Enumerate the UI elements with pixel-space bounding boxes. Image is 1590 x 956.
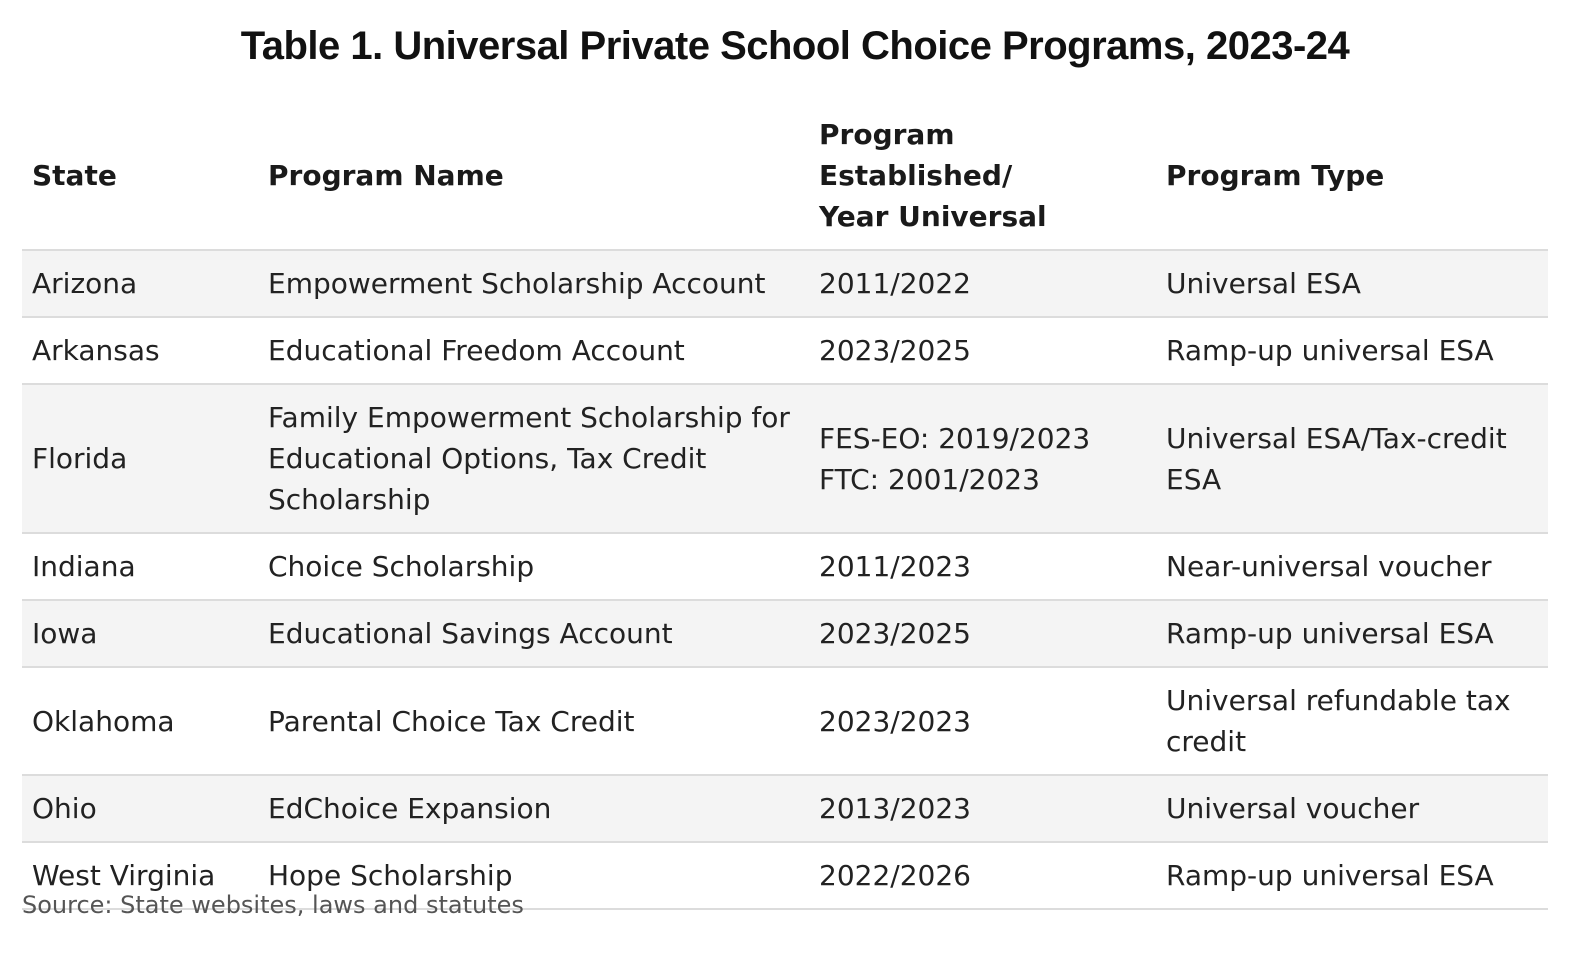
table-row xyxy=(22,600,1548,667)
table-row xyxy=(22,775,1548,842)
table-row xyxy=(22,384,1548,533)
cell-state: Florida xyxy=(22,384,258,533)
table-row xyxy=(22,533,1548,600)
cell-program-name: EdChoice Expansion xyxy=(258,775,809,842)
cell-state: Ohio xyxy=(22,775,258,842)
header-program-name: Program Name xyxy=(258,104,809,250)
table-row xyxy=(22,667,1548,775)
cell-state: West Virginia xyxy=(22,842,258,909)
cell-program-type: Universal refundable tax credit xyxy=(1156,667,1548,775)
cell-program-type: Universal ESA/Tax-credit ESA xyxy=(1156,384,1548,533)
table-title: Table 1. Universal Private School Choice Programs, 2023-24 xyxy=(240,24,1350,68)
cell-program-name: Educational Freedom Account xyxy=(258,317,809,384)
cell-program-type: Near-universal voucher xyxy=(1156,533,1548,600)
cell-program-name: Family Empowerment Scholarship for Educational Options, Tax Credit Scholarship xyxy=(258,384,809,533)
cell-state: Arizona xyxy=(22,250,258,317)
cell-established: 2023/2025 xyxy=(809,600,1156,667)
cell-program-type: Ramp-up universal ESA xyxy=(1156,600,1548,667)
cell-program-name: Parental Choice Tax Credit xyxy=(258,667,809,775)
table-row xyxy=(22,317,1548,384)
cell-state: Indiana xyxy=(22,533,258,600)
cell-state: Arkansas xyxy=(22,317,258,384)
cell-program-type: Universal ESA xyxy=(1156,250,1548,317)
cell-program-name: Hope Scholarship xyxy=(258,842,809,909)
cell-established: 2023/2025 xyxy=(809,317,1156,384)
header-row xyxy=(22,104,1548,250)
source-note: Source: State websites, laws and statutes xyxy=(22,891,524,919)
header-established: Program Established/ Year Universal xyxy=(809,104,1156,250)
cell-program-type: Universal voucher xyxy=(1156,775,1548,842)
cell-established: 2022/2026 xyxy=(809,842,1156,909)
cell-program-type: Ramp-up universal ESA xyxy=(1156,317,1548,384)
table-row xyxy=(22,250,1548,317)
cell-established: 2023/2023 xyxy=(809,667,1156,775)
programs-table xyxy=(22,104,1548,910)
cell-program-type: Ramp-up universal ESA xyxy=(1156,842,1548,909)
cell-established: 2011/2022 xyxy=(809,250,1156,317)
header-state: State xyxy=(22,104,258,250)
cell-state: Iowa xyxy=(22,600,258,667)
cell-program-name: Educational Savings Account xyxy=(258,600,809,667)
cell-program-name: Empowerment Scholarship Account xyxy=(258,250,809,317)
cell-established: 2011/2023 xyxy=(809,533,1156,600)
cell-established: FES-EO: 2019/2023 FTC: 2001/2023 xyxy=(809,384,1156,533)
cell-established: 2013/2023 xyxy=(809,775,1156,842)
header-program-type: Program Type xyxy=(1156,104,1548,250)
cell-program-name: Choice Scholarship xyxy=(258,533,809,600)
cell-state: Oklahoma xyxy=(22,667,258,775)
